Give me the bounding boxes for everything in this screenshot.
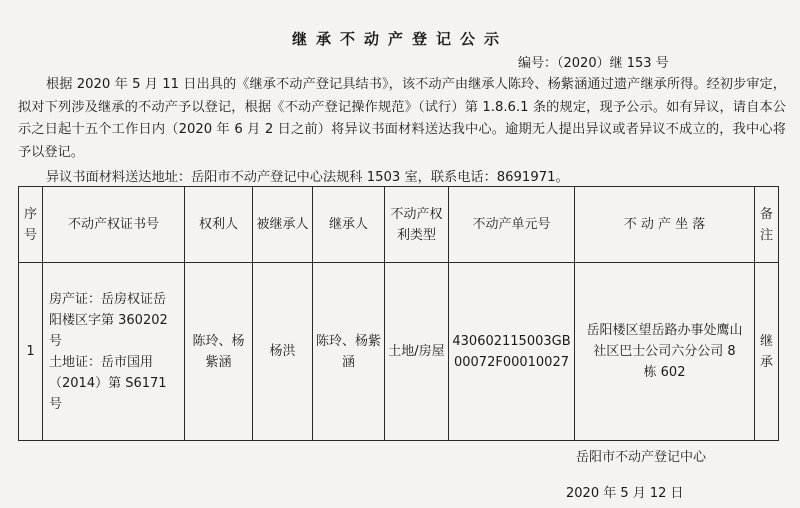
issue-date: 2020 年 5 月 12 日 xyxy=(566,486,684,501)
cell-cert xyxy=(43,263,185,441)
cell-owner: 陈玲、杨紫涵 xyxy=(185,263,253,441)
table-row xyxy=(19,263,779,441)
registration-table xyxy=(18,186,779,441)
cell-remark: 继承 xyxy=(755,263,779,441)
issuer-name: 岳阳市不动产登记中心 xyxy=(576,450,707,465)
document-title: 继承不动产登记公示 xyxy=(291,30,508,48)
header-seq: 序号 xyxy=(19,187,43,263)
header-right-type: 不动产权利类型 xyxy=(385,187,449,263)
cell-location: 岳阳楼区望岳路办事处鹰山社区巴士公司六分公司 8 栋 602 xyxy=(575,263,755,441)
cell-heir: 陈玲、杨紫涵 xyxy=(313,263,385,441)
header-heir: 继承人 xyxy=(313,187,385,263)
objection-address: 异议书面材料送达地址：岳阳市不动产登记中心法规科 1503 室，联系电话：8691971。 xyxy=(46,170,569,185)
cell-inherited: 杨洪 xyxy=(253,263,313,441)
cell-cert-house: 房产证：岳房权证岳阳楼区字第 360202 号 xyxy=(49,291,168,349)
body-paragraph: 根据 2020 年 5 月 11 日出具的《继承不动产登记具结书》，该不动产由继承人陈玲、杨紫涵通过遗产继承所得。经初步审定， 拟对下列涉及继承的不动产予以登记，根据《不动产登记操作规范》（试行）第 1.8.6.1 条的规定，现予公示。如有异议，请自本公示之日起十五个工作日内（2020 年 6 月 2 日之前）将异议书面材料送达我中心。逾期无人提出异议或者异议不成立的，我中心将予以登记。 xyxy=(18,77,786,160)
header-cert: 不动产权证书号 xyxy=(43,187,185,263)
cell-unit-no: 430602115003GB00072F00010027 xyxy=(449,263,575,441)
header-owner: 权利人 xyxy=(185,187,253,263)
cell-cert-land: 土地证：岳市国用（2014）第 S6171 号 xyxy=(49,354,167,412)
table-header-row xyxy=(19,187,779,263)
header-location: 不 动 产 坐 落 xyxy=(575,187,755,263)
header-remark: 备注 xyxy=(755,187,779,263)
cell-right-type: 土地/房屋 xyxy=(385,263,449,441)
cell-seq: 1 xyxy=(19,263,43,441)
header-unit-no: 不动产单元号 xyxy=(449,187,575,263)
header-inherited: 被继承人 xyxy=(253,187,313,263)
document-number: 编号：（2020）继 153 号 xyxy=(518,56,669,71)
